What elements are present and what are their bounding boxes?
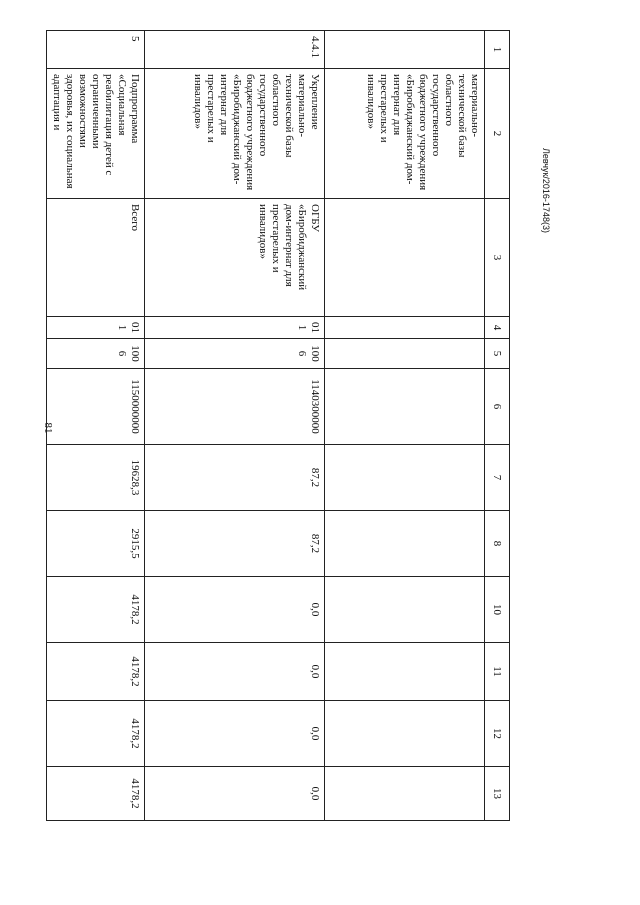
cell-value: 4178,2	[47, 577, 145, 643]
header-cell: 11	[485, 643, 510, 701]
cell-number: 5	[47, 31, 145, 69]
cell-code: 011	[145, 317, 325, 339]
cell-value	[325, 577, 485, 643]
header-cell: 8	[485, 511, 510, 577]
cell-code: 1006	[47, 339, 145, 369]
cell-code	[325, 369, 485, 445]
cell-value: 0,0	[145, 577, 325, 643]
cell-code: 011	[47, 317, 145, 339]
cell-code: 1140300000	[145, 369, 325, 445]
cell-value: 0,0	[145, 701, 325, 767]
header-cell: 10	[485, 577, 510, 643]
cell-value	[325, 511, 485, 577]
table-row	[47, 31, 145, 821]
table-row	[145, 31, 325, 821]
cell-value: 4178,2	[47, 767, 145, 821]
document-code: Левчук/2016-1748(3)	[541, 148, 551, 233]
header-cell: 2	[485, 69, 510, 199]
header-cell: 3	[485, 199, 510, 317]
cell-value: 0,0	[145, 643, 325, 701]
header-cell: 4	[485, 317, 510, 339]
table-row	[325, 31, 485, 821]
header-cell: 13	[485, 767, 510, 821]
cell-value: 87,2	[145, 511, 325, 577]
cell-executor: Всего	[47, 199, 145, 317]
cell-value: 2915,5	[47, 511, 145, 577]
cell-number	[325, 31, 485, 69]
header-cell: 1	[485, 31, 510, 69]
table-container	[51, 30, 510, 820]
cell-executor	[325, 199, 485, 317]
cell-value	[325, 643, 485, 701]
header-row	[485, 31, 510, 821]
cell-code	[325, 317, 485, 339]
cell-name: Подпрограмма «Социальная реабилитация детей с ограниченными возможностями здоровья, их социальная адаптация и	[47, 69, 145, 199]
cell-value	[325, 767, 485, 821]
cell-value	[325, 445, 485, 511]
cell-code: 1150000000	[47, 369, 145, 445]
cell-value: 19628,3	[47, 445, 145, 511]
rotated-table	[51, 30, 510, 820]
cell-name: Укрепление материально-технической базы областного государственного бюджетного учреждения «Биробиджанский дом-интернат для престарелых и инвалидов»	[145, 69, 325, 199]
cell-name: материально-технической базы областного государственного бюджетного учреждения «Биробиджанский дом-интернат для престарелых и инвалидов»	[325, 69, 485, 199]
program-table	[46, 30, 510, 821]
cell-value: 0,0	[145, 767, 325, 821]
header-cell: 12	[485, 701, 510, 767]
cell-code	[325, 339, 485, 369]
page-number: 81	[42, 422, 54, 434]
cell-value: 87,2	[145, 445, 325, 511]
header-cell: 6	[485, 369, 510, 445]
cell-value: 4178,2	[47, 701, 145, 767]
header-cell: 7	[485, 445, 510, 511]
cell-code: 1006	[145, 339, 325, 369]
cell-value	[325, 701, 485, 767]
cell-value: 4178,2	[47, 643, 145, 701]
cell-number: 4.4.1	[145, 31, 325, 69]
cell-executor: ОГБУ «Биробиджанский дом-интернат для престарелых и инвалидов»	[145, 199, 325, 317]
header-cell: 5	[485, 339, 510, 369]
